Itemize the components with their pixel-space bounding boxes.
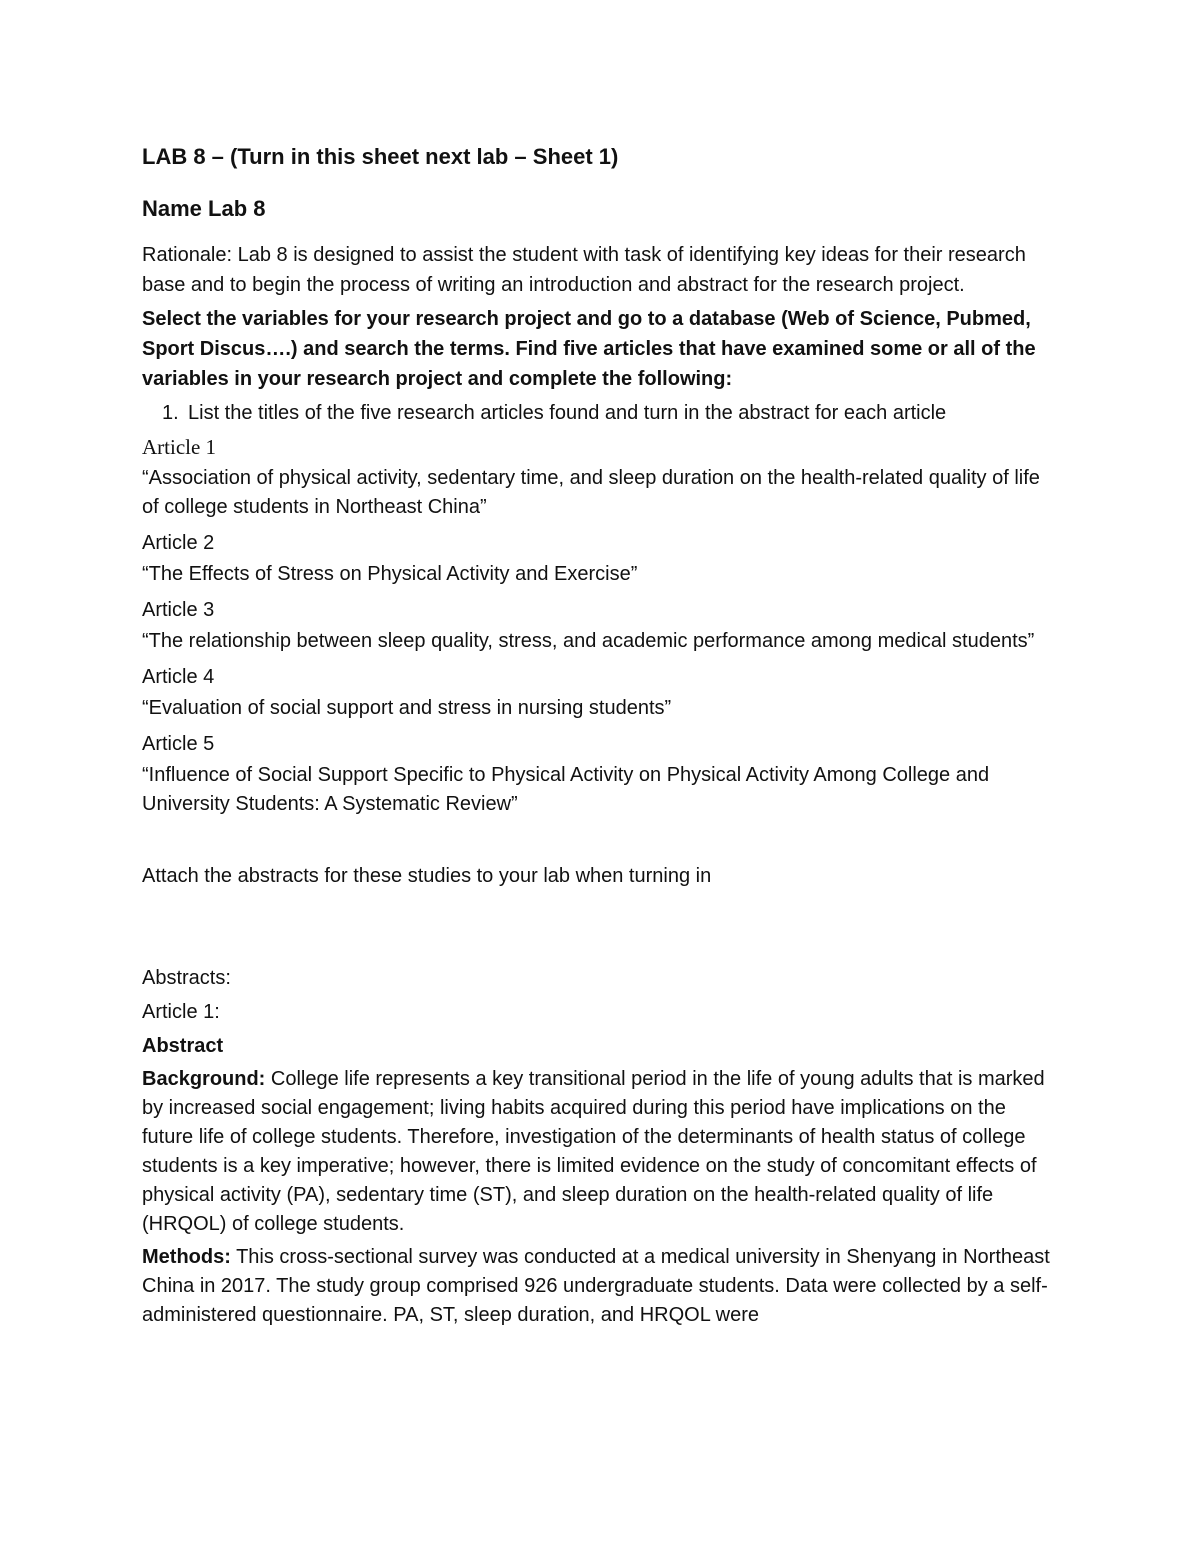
article-label-1: Article 1 (142, 435, 217, 459)
article-title-3: “The relationship between sleep quality, stress, and academic performance among medical students” (142, 630, 1035, 652)
instructions-paragraph: Select the variables for your research project and go to a database (Web of Science, Pubmed, Sport Discus….) and search the terms. Find five articles that have examined some or all of the variables in your research project and complete the following: (142, 308, 1036, 390)
list-item-text: List the titles of the five research articles found and turn in the abstract for each article (188, 402, 947, 424)
methods-paragraph (142, 1243, 1062, 1330)
article-title-1: “Association of physical activity, sedentary time, and sleep duration on the health-related quality of life of college students in Northeast China” (142, 467, 1040, 518)
article-label-3: Article 3 (142, 599, 215, 621)
background-label: Background: (142, 1068, 266, 1090)
page-title: LAB 8 – (Turn in this sheet next lab – Sheet 1) (142, 144, 619, 169)
abstracts-heading: Abstracts: (142, 967, 231, 989)
methods-label: Methods: (142, 1246, 231, 1268)
article-title-4: “Evaluation of social support and stress in nursing students” (142, 697, 672, 719)
document-content (142, 142, 1062, 1334)
background-text: College life represents a key transitional period in the life of young adults that is marked by increased social engagement; living habits acquired during this period have implications on the future life of college students. Therefore, investigation of the determinants of health status of college students is a key imperative; however, there is limited evidence on the study of concomitant effects of physical activity (PA), sedentary time (ST), and sleep duration on the health-related quality of life (HRQOL) of college students. (142, 1068, 1045, 1235)
article-label-5: Article 5 (142, 733, 215, 755)
abstract-heading: Abstract (142, 1035, 224, 1057)
name-line: Name Lab 8 (142, 196, 266, 221)
article-title-5: “Influence of Social Support Specific to Physical Activity on Physical Activity Among College and University Students: A Systematic Review” (142, 764, 990, 815)
list-number: 1. (162, 402, 179, 424)
abstract-article-label: Article 1: (142, 1001, 220, 1023)
rationale-paragraph: Rationale: Lab 8 is designed to assist the student with task of identifying key ideas for their research base and to begin the process of writing an introduction and abstract for the research project. (142, 244, 1026, 296)
numbered-list-item (142, 398, 1062, 428)
methods-text: This cross-sectional survey was conducted at a medical university in Shenyang in Northeast China in 2017. The study group comprised 926 undergraduate students. Data were collected by a self-administered questionnaire. PA, ST, sleep duration, and HRQOL were (142, 1246, 1050, 1326)
background-paragraph (142, 1065, 1062, 1239)
article-label-4: Article 4 (142, 666, 215, 688)
attach-note: Attach the abstracts for these studies to your lab when turning in (142, 865, 712, 887)
article-title-2: “The Effects of Stress on Physical Activity and Exercise” (142, 563, 638, 585)
article-label-2: Article 2 (142, 532, 215, 554)
